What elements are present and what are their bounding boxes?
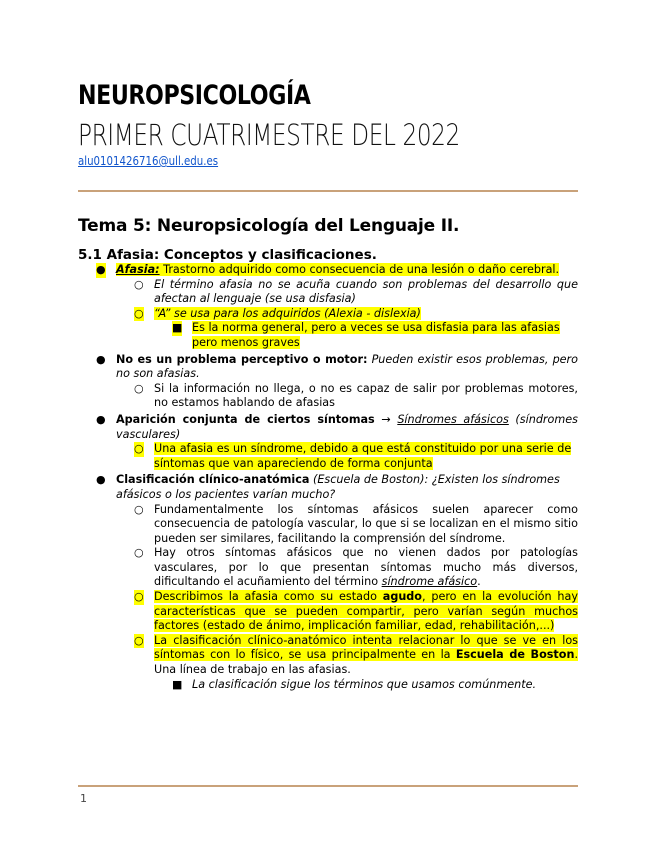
document-title: NEUROPSICOLOGÍA (78, 80, 311, 111)
clasificacion-note-boston: La clasificación clínico-anatómico intenta relacionar lo que se ve en los síntomas con lo físico, se usa principalmente en la (154, 633, 578, 662)
list-item (78, 321, 578, 350)
period: . (574, 648, 578, 662)
clasificacion-note-vascular: Fundamentalmente los síntomas afásicos suelen aparecer como consecuencia de patología vascular, lo que si se localizan en el mismo sitio pueden ser similares, facilitando la comprensión del síndrome. (154, 502, 578, 545)
subsection-title: 5.1 Afasia: Conceptos y clasificaciones. (78, 247, 377, 263)
circle-bullet: ○ (134, 590, 144, 604)
list-item (78, 546, 578, 590)
list-item (78, 590, 578, 634)
clasificacion-heading: Clasificación clínico-anatómica (116, 473, 310, 487)
aparicion-note: Una afasia es un síndrome, debido a que está constituido por una serie de síntomas que van apareciendo de forma conjunta (154, 442, 572, 470)
clasificacion-note-diversos: Hay otros síntomas afásicos que no vienen dados por patologías vasculares, por lo que presentan síntomas mucho más diversos, dificultando el acuñamiento del término (154, 546, 578, 589)
circle-bullet: ○ (134, 277, 144, 291)
list-item (78, 442, 578, 471)
period: . (477, 575, 481, 589)
footer-divider (78, 785, 578, 787)
list-item (78, 678, 578, 693)
document-body (78, 263, 578, 692)
disc-bullet: ● (96, 473, 106, 487)
list-item (78, 503, 578, 547)
square-bullet: ■ (172, 677, 183, 691)
perceptivo-text: Pueden existir esos problemas, pero no son afasias. (116, 352, 579, 381)
list-item (78, 307, 578, 322)
page-number: 1 (80, 792, 87, 805)
square-bullet: ■ (172, 321, 183, 335)
email-link[interactable]: alu0101426716@ull.edu.es (78, 154, 219, 168)
disc-bullet: ● (96, 263, 106, 276)
aparicion-text: (síndromes vasculares) (116, 412, 578, 441)
list-item (78, 263, 578, 278)
circle-bullet: ○ (134, 546, 144, 560)
list-item (78, 278, 578, 307)
circle-bullet: ○ (134, 633, 144, 647)
list-item (78, 353, 578, 382)
list-item (78, 382, 578, 411)
circle-bullet: ○ (134, 381, 144, 395)
clasificacion-terminos: La clasificación sigue los términos que usamos comúnmente. (192, 677, 537, 691)
clasificacion-note-linea: Una línea de trabajo en las afasias. (154, 663, 351, 677)
afasia-norma-general: Es la norma general, pero a veces se usa disfasia para las afasias pero menos graves (192, 321, 560, 349)
header-divider (78, 190, 578, 192)
list-item (78, 634, 578, 678)
circle-bullet: ○ (134, 442, 144, 456)
arrow-icon: → (381, 412, 391, 426)
sindromes-afasicos-term: Síndromes afásicos (397, 412, 509, 426)
clasificacion-note-factores: , pero en la evolución hay características que se pueden compartir, pero varían según muchos factores (estado de ánimo, implicación familiar, edad, rehabilitación,...) (154, 590, 578, 633)
perceptivo-heading: No es un problema perceptivo o motor: (116, 352, 368, 366)
perceptivo-note: Si la información no llega, o no es capaz de salir por problemas motores, no estamos hablando de afasias (154, 381, 578, 410)
clasificacion-note-agudo: Describimos la afasia como su estado (154, 590, 383, 604)
afasia-definition: Trastorno adquirido como consecuencia de una lesión o daño cerebral. (159, 263, 560, 276)
clasificacion-question: (Escuela de Boston): ¿Existen los síndromes afásicos o los pacientes varían mucho? (116, 473, 560, 501)
disc-bullet: ● (96, 352, 106, 366)
circle-bullet: ○ (134, 306, 144, 320)
list-item (78, 473, 578, 502)
circle-bullet: ○ (134, 502, 144, 516)
term-afasia: Afasia: (116, 263, 160, 276)
sindrome-afasico-term: síndrome afásico (381, 575, 478, 589)
agudo-term: agudo (382, 590, 422, 604)
list-item (78, 413, 578, 442)
document-subtitle: PRIMER CUATRIMESTRE DEL 2022 (78, 118, 460, 152)
aparicion-heading: Aparición conjunta de ciertos síntomas (116, 412, 375, 426)
section-title: Tema 5: Neuropsicología del Lenguaje II. (78, 216, 460, 236)
escuela-boston-term: Escuela de Boston (455, 648, 575, 662)
disc-bullet: ● (96, 412, 106, 426)
afasia-note-adquiridos: “A” se usa para los adquiridos (Alexia - dislexia) (154, 306, 421, 320)
afasia-note-disfasia: El término afasia no se acuña cuando son problemas del desarrollo que afectan al lenguaje (se usa disfasia) (154, 277, 578, 306)
